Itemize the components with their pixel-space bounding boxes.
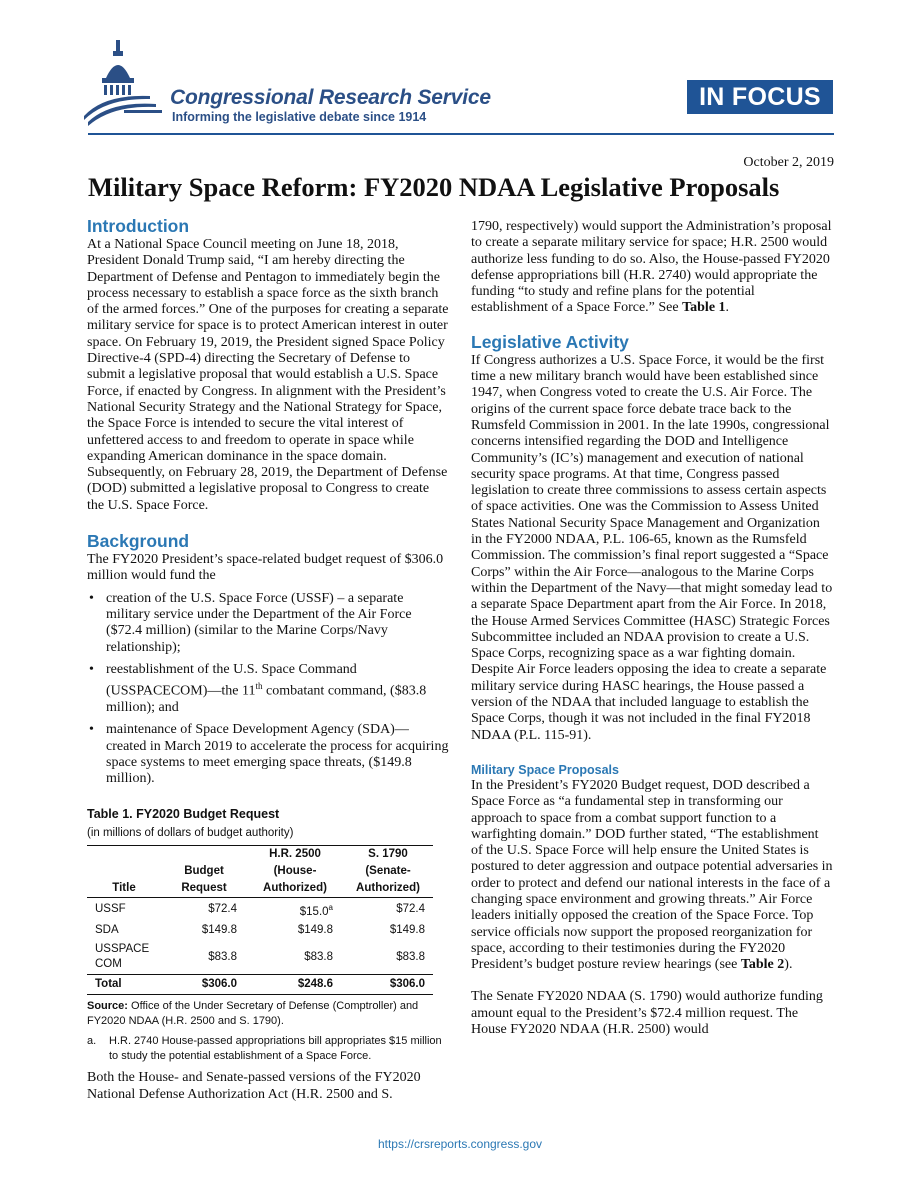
legislative-activity-paragraph: If Congress authorizes a U.S. Space Force, it would be the first time a new military branch would have been established since 1947, when Congress voted to create the U.S. Air Force. The origins of the current space force debate trace back to the Rumsfeld Commission in 2001. In the late 1990s, congressional concerns intensified regarding the DOD and Intelligence Community’s (IC’s) management and execution of national security space programs. At that time, Congress passed legislation to create three commissions to assess certain aspects of space activities. One was the Commission to Assess United States National Security Space Management and Organization in the FY2000 NDAA, P.L. 106-65, known as the Rumsfeld Commission. The commission’s final report suggested a “Space Corps” within the Air Force—analogous to the Marine Corps within the Department of the Navy—that might someday lead to a separate Space Department apart from the Air Force. In 2018, the House Armed Services Committee (HASC) Strategic Forces Subcommittee included an NDAA provision to create a U.S. Space Corps, recognizing space as a war fighting domain. Despite Air Force leaders opposing the idea to create a separate military service during HASC hearings, the House passed a version of the NDAA that included language to establish the Space Corps, though it was not included in the final FY2018 NDAA (P.L. 115-91). — [471, 352, 833, 743]
total-budget: $306.0 — [161, 975, 247, 995]
table1-link[interactable]: Table 1 — [682, 300, 726, 316]
table1-caption: Table 1. FY2020 Budget Request — [87, 806, 280, 821]
background-heading: Background — [87, 531, 190, 552]
row-house: $83.8 — [304, 950, 333, 963]
col-house-line2: (House- — [273, 864, 317, 877]
background-paragraph: The FY2020 President’s space-related budget request of $306.0 million would fund the — [87, 552, 444, 584]
introduction-heading: Introduction — [87, 216, 190, 236]
publication-date: October 2, 2019 — [743, 155, 834, 170]
col-senate-line1: S. 1790 — [343, 845, 433, 863]
row-house: $149.8 — [297, 924, 333, 937]
row-budget: $149.8 — [201, 924, 237, 937]
org-name: Congressional Research Service — [170, 86, 491, 109]
table-header-row — [87, 863, 433, 880]
military-space-proposals-heading: Military Space Proposals — [471, 762, 619, 777]
senate-ndaa-paragraph: The Senate FY2020 NDAA (S. 1790) would authorize funding amount equal to the President’s $72.4 million request. The House FY2020 NDAA (H.R. 2500) would — [471, 989, 823, 1038]
table-row — [87, 940, 433, 975]
left-column — [87, 215, 449, 1103]
left-tail-paragraph: Both the House- and Senate-passed versions of the FY2020 National Defense Authorization Act (H.R. 2500 and S. — [87, 1070, 421, 1102]
table2-link[interactable]: Table 2 — [740, 957, 785, 973]
introduction-paragraph: At a National Space Council meeting on June 18, 2018, President Donald Trump said, “I am hereby directing the Department of Defense and Pentagon to immediately begin the process necessary to establish a space force as the sixth branch of the armed forces.” One of the purposes for creating a separate military service for space is to protect American interest in outer space. On February 19, 2019, the President signed Space Policy Directive-4 (SPD-4) directing the Secretary of Defense to submit a legislative proposal that would establish a U.S. Space Force, if enacted by Congress. In alignment with the President’s National Security Strategy and the National Strategy for Space, the Space Force is intended to secure the vital interest of unfettered access to and freedom to operate in space while expanding American dominance in the space domain. Subsequently, on February 28, 2019, the Department of Defense (DOD) submitted a legislative proposal to Congress to create the U.S. Space Force. — [87, 237, 449, 513]
row-senate: $72.4 — [396, 902, 425, 915]
row-title: USSPACE COM — [95, 943, 150, 971]
row-senate: $149.8 — [389, 924, 425, 937]
background-bullet-list — [87, 591, 449, 788]
bullet-item: • creation of the U.S. Space Force (USSF) – a separate military service under the Department of the Air Force ($72.4 million) (similar to the Marine Corps/Navy relationship); — [87, 591, 449, 656]
row-house: $15.0$^a$ — [299, 902, 333, 918]
bullet-item: • reestablishment of the U.S. Space Command (USSPACECOM)—the 11th combatant command, ($83.8 million); and — [87, 662, 449, 717]
total-senate: $306.0 — [343, 975, 433, 995]
col-budget-line1: Budget — [184, 864, 224, 877]
table-row — [87, 897, 433, 921]
right-intro-paragraph: 1790, respectively) would support the Administration’s proposal to create a separate military service for space; H.R. 2500 would authorize less funding to do so. Also, the House-passed FY2020 defense appropriations bill (H.R. 2740) would appropriate the funding “to study and refine plans for the potential establishment of a Space Force.” See Table 1. — [471, 219, 832, 316]
table-total-row — [87, 975, 433, 995]
footer-url-link[interactable]: https://crsreports.congress.gov — [377, 1137, 543, 1151]
in-focus-badge: IN FOCUS — [687, 80, 833, 114]
proposals-paragraph: In the President’s FY2020 Budget request, DOD described a Space Force as “a fundamental step in transforming our approach to space from a combat support function to a warfighting domain.” DOD further stated, “The establishment of the U.S. Space Force will help ensure the United States is postured to deter aggression and outpace potential adversaries in order to protect and defend our national interests in the face of a changing space environment and growing threats.” Air Force leaders initially opposed the creation of the Space Force. Top service officials now support the proposed reorganization for space, according to their testimonies during the FY2020 President’s budget posture review hearings (see Table 2). — [471, 777, 833, 973]
total-title: Total — [87, 975, 161, 995]
col-house-line1: H.R. 2500 — [247, 845, 343, 863]
table-header-row — [87, 880, 433, 898]
row-budget: $72.4 — [208, 902, 237, 915]
table1-source: Source: Office of the Under Secretary of Defense (Comptroller) and FY2020 NDAA (H.R. 2500 and S. 1790). — [87, 1000, 419, 1028]
col-title: Title — [87, 880, 161, 898]
col-senate-line3: Authorized) — [343, 880, 433, 898]
table1-subcaption: (in millions of dollars of budget authority) — [87, 826, 294, 839]
right-column — [471, 219, 833, 1038]
table1-block — [87, 806, 449, 1065]
table-header-row — [87, 845, 433, 863]
capitol-dome-logo-icon — [84, 38, 164, 128]
page-title: Military Space Reform: FY2020 NDAA Legislative Proposals — [88, 172, 780, 202]
table1-footnote: a. H.R. 2740 House-passed appropriations bill appropriates $15 million to study the potential establishment of a Space Force. — [87, 1035, 442, 1063]
table-row — [87, 921, 433, 940]
col-budget-line2: Request — [161, 880, 247, 898]
row-title: USSF — [95, 902, 126, 915]
col-house-line3: Authorized) — [247, 880, 343, 898]
total-house: $248.6 — [247, 975, 343, 995]
org-tagline: Informing the legislative debate since 1914 — [172, 110, 427, 124]
budget-table — [87, 845, 433, 996]
legislative-activity-heading: Legislative Activity — [471, 331, 629, 352]
col-senate-line2: (Senate- — [365, 864, 411, 877]
row-budget: $83.8 — [208, 950, 237, 963]
row-title: SDA — [95, 924, 119, 937]
row-senate: $83.8 — [396, 950, 425, 963]
bullet-item: • maintenance of Space Development Agency (SDA)—created in March 2019 to accelerate the process for acquiring space systems to meet emerging space threats, ($149.8 million). — [87, 722, 449, 787]
header-divider — [88, 133, 834, 135]
